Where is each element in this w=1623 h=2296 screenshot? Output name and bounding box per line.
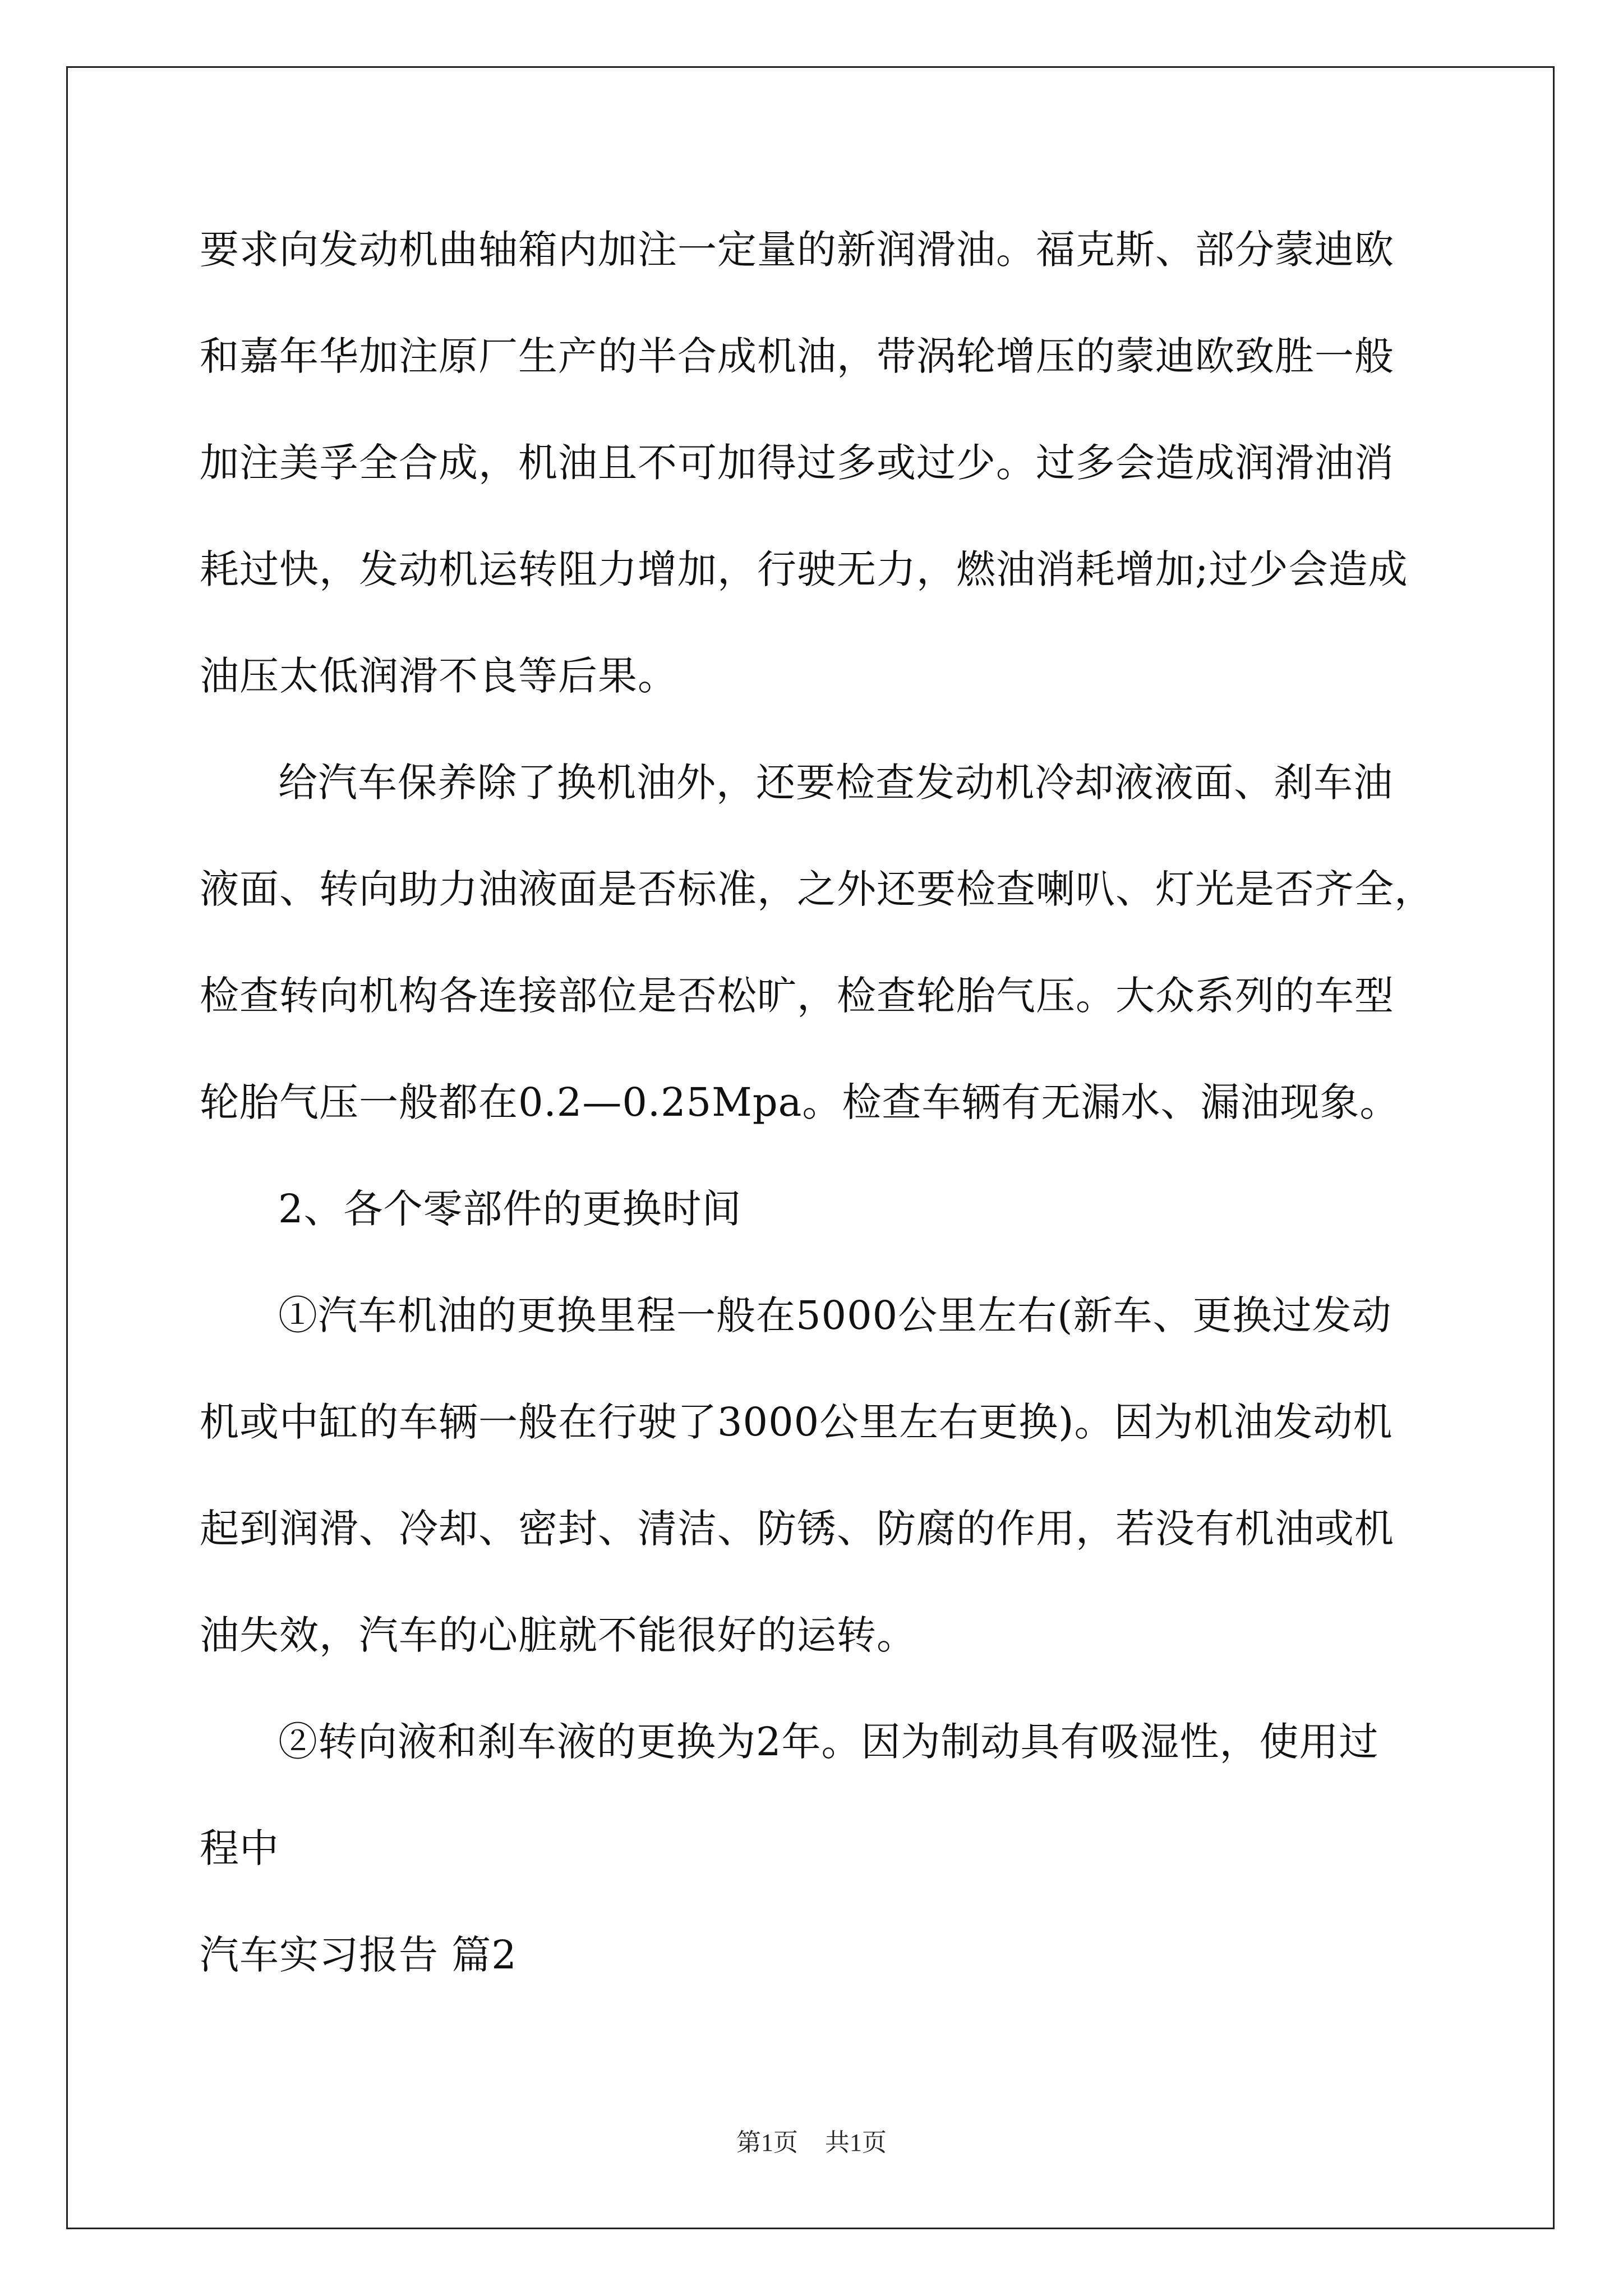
paragraph-line: ①汽车机油的更换里程一般在5000公里左右(新车、更换过发动 <box>278 1292 1392 1338</box>
paragraph-line: 机或中缸的车辆一般在行驶了3000公里左右更换)。因为机油发动机 <box>200 1399 1393 1445</box>
paragraph-line: 轮胎气压一般都在0.2—0.25Mpa。检查车辆有无漏水、漏油现象。 <box>200 1079 1400 1125</box>
paragraph-line: 程中 <box>200 1825 279 1871</box>
paragraph-line: 给汽车保养除了换机油外，还要检查发动机冷却液液面、刹车油 <box>278 760 1393 806</box>
page-number: 第1页 <box>736 2129 798 2156</box>
paragraph-line: 液面、转向助力油液面是否标准，之外还要检查喇叭、灯光是否齐全， <box>200 866 1434 912</box>
page-footer <box>0 2126 1623 2160</box>
page-border <box>66 66 1555 2229</box>
paragraph-line: 加注美孚全合成，机油且不可加得过多或过少。过多会造成润滑油消 <box>200 440 1394 486</box>
paragraph-line: 油失效，汽车的心脏就不能很好的运转。 <box>200 1612 916 1658</box>
paragraph-line: 油压太低润滑不良等后果。 <box>200 653 677 699</box>
paragraph-line: 检查转向机构各连接部位是否松旷，检查轮胎气压。大众系列的车型 <box>200 973 1394 1019</box>
report-title: 汽车实习报告 篇2 <box>200 1932 517 1978</box>
paragraph-line: 要求向发动机曲轴箱内加注一定量的新润滑油。福克斯、部分蒙迪欧 <box>200 227 1394 273</box>
section-heading: 2、各个零部件的更换时间 <box>278 1186 742 1232</box>
paragraph-line: 和嘉年华加注原厂生产的半合成机油，带涡轮增压的蒙迪欧致胜一般 <box>200 333 1394 379</box>
page-total: 共1页 <box>825 2129 887 2156</box>
paragraph-line: 耗过快，发动机运转阻力增加，行驶无力，燃油消耗增加;过少会造成 <box>200 546 1408 592</box>
paragraph-line: ②转向液和刹车液的更换为2年。因为制动具有吸湿性，使用过 <box>278 1719 1379 1765</box>
paragraph-line: 起到润滑、冷却、密封、清洁、防锈、防腐的作用，若没有机油或机 <box>200 1506 1394 1552</box>
